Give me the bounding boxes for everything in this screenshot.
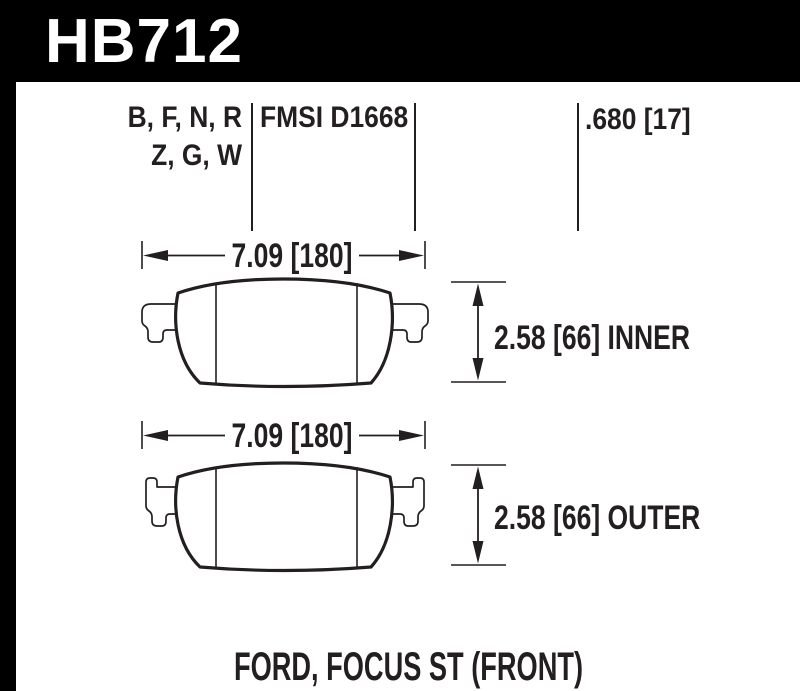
outer-width-dimension-label: 7.09 [180]	[231, 417, 353, 455]
fmsi-number: FMSI D1668	[260, 101, 409, 134]
right-arrowhead-icon	[399, 250, 424, 261]
compound-codes	[128, 99, 242, 175]
compound-codes-line2: Z, G, W	[151, 139, 242, 172]
right-arrowhead-icon	[399, 430, 424, 441]
spec-divider-2	[414, 103, 416, 231]
inner-width-dimension-label: 7.09 [180]	[231, 237, 353, 275]
left-arrowhead-icon	[143, 430, 168, 441]
pad-thickness: .680 [17]	[585, 103, 691, 136]
down-arrowhead-icon	[473, 541, 484, 564]
up-arrowhead-icon	[473, 284, 484, 307]
compound-codes-line1: B, F, N, R	[127, 101, 242, 134]
down-arrowhead-icon	[473, 358, 484, 381]
spec-divider-3	[577, 103, 579, 231]
left-arrowhead-icon	[143, 250, 168, 261]
left-border-strip	[0, 0, 16, 691]
outer-pad-drawing	[135, 450, 445, 578]
outer-pad-outline	[176, 463, 393, 571]
spec-divider-1	[251, 103, 253, 231]
up-arrowhead-icon	[473, 467, 484, 490]
part-number: HB712	[45, 7, 243, 76]
outer-height-dimension-label: 2.58 [66] OUTER	[494, 499, 701, 537]
header-band	[0, 0, 800, 82]
inner-height-dimension-label: 2.58 [66] INNER	[494, 319, 691, 357]
vehicle-application-caption: FORD, FOCUS ST (FRONT)	[233, 645, 584, 689]
inner-pad-drawing	[135, 268, 445, 393]
inner-pad-outline	[176, 279, 393, 387]
